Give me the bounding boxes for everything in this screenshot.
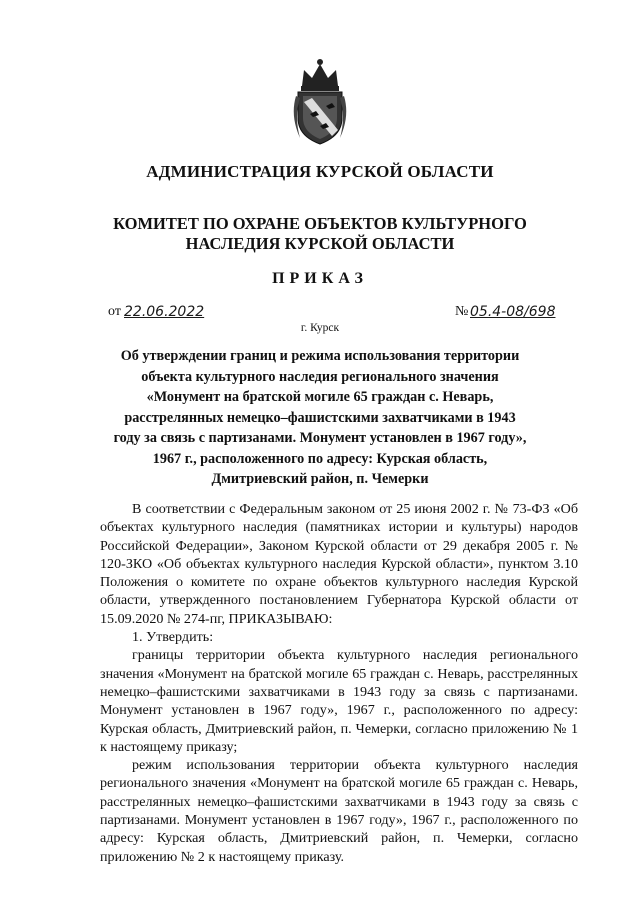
item-1-boundaries: границы территории объекта культурного наследия регионального значения «Монумент на братской могиле 65 граждан с. Неварь, расстрелянных немецко–фашистскими захватчиками в 1943 году за связь с партизанами. Монумент установлен в 1967 году», 1967 г., расположенного по адресу: Курская область, Дмитриевский район, п. Чемерки, согласно приложению № 1 к настоящему приказу;: [100, 647, 578, 755]
order-number: 05.4-08/698: [470, 304, 556, 320]
item-1: 1. Утвердить:: [132, 629, 214, 646]
order-body: [100, 500, 578, 866]
number-label: №: [455, 304, 469, 319]
order-date: 22.06.2022: [124, 304, 205, 320]
date-label: от: [108, 304, 121, 319]
committee-heading: КОМИТЕТ ПО ОХРАНЕ ОБЪЕКТОВ КУЛЬТУРНОГО НАСЛЕДИЯ КУРСКОЙ ОБЛАСТИ: [113, 214, 527, 253]
city-label: г. Курск: [300, 322, 340, 334]
order-title: Об утверждении границ и режима использования территории объекта культурного наследия регионального значения «Монумент на братской могиле 65 граждан с. Неварь, расстрелянных немецко–фашистскими захватчиками в 1943 году за связь с партизанами. Монумент установлен в 1967 году», 1967 г., расположенного по адресу: Курская область, Дмитриевский район, п. Чемерки: [113, 348, 527, 487]
document-type-heading: ПРИКАЗ: [272, 270, 368, 287]
preamble-paragraph: В соответствии с Федеральным законом от 25 июня 2002 г. № 73-ФЗ «Об объектах культурного наследия (памятниках истории и культуры) народов Российской Федерации», Законом Курской области от 29 декабря 2005 г. № 120-ЗКО «Об объектах культурного наследия Курской области», пунктом 3.10 Положения о комитете по охране объектов культурного наследия Курской области, утвержденного постановлением Губернатора Курской области от 15.09.2020 № 274-пг, ПРИКАЗЫВАЮ:: [100, 501, 578, 627]
item-1-regime: режим использования территории объекта культурного наследия регионального значения «Монумент на братской могиле 65 граждан с. Неварь, расстрелянных немецко–фашистскими захватчиками в 1943 году за связь с партизанами. Монумент установлен в 1967 году», 1967 г., расположенного по адресу: Курская область, Дмитриевский район, п. Чемерки, согласно приложению № 2 к настоящему приказу.: [100, 757, 578, 865]
administration-heading: АДМИНИСТРАЦИЯ КУРСКОЙ ОБЛАСТИ: [146, 162, 494, 181]
kursk-coat-of-arms-icon: [290, 56, 350, 146]
